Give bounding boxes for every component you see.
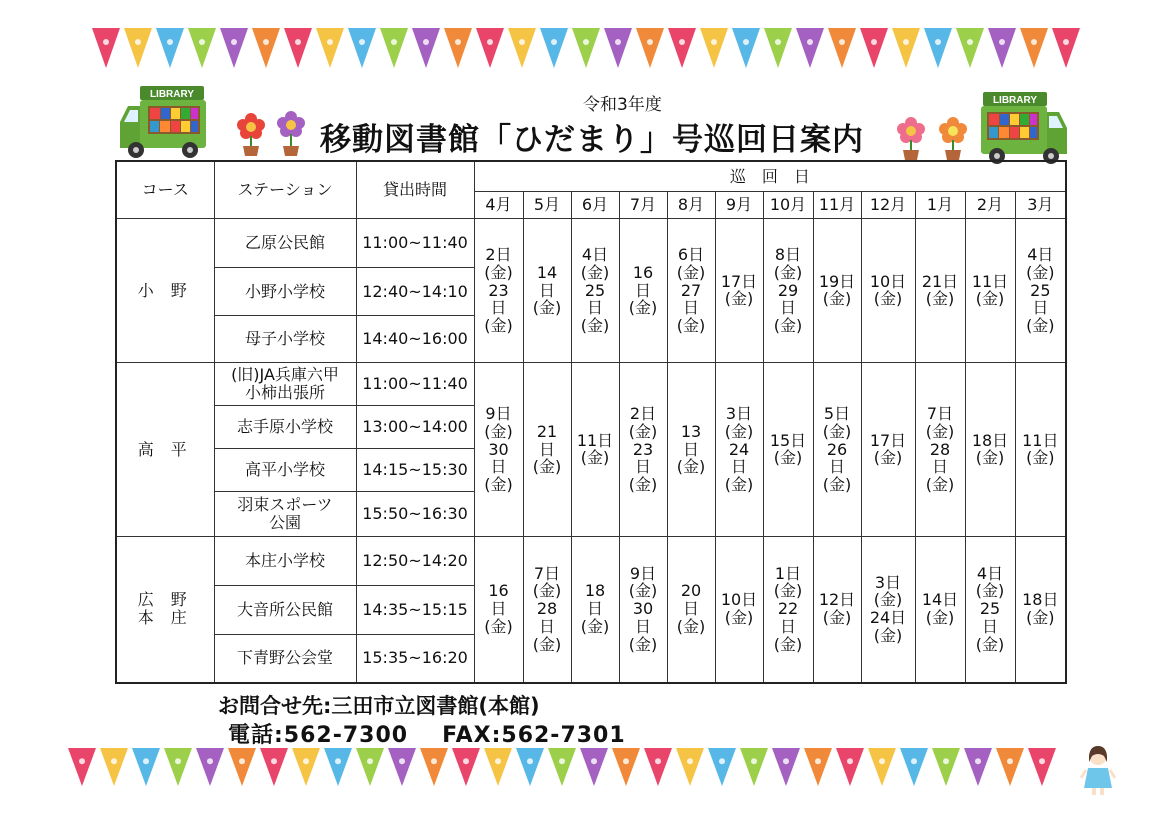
header-course: コース [116, 161, 214, 218]
bunting-flag [572, 28, 600, 68]
bunting-flag-dot [719, 758, 725, 764]
header-station: ステーション [214, 161, 356, 218]
bunting-flag [796, 28, 824, 68]
lending-time: 13:00~14:00 [356, 406, 474, 449]
bunting-flag [764, 28, 792, 68]
visit-day-cell: 2日 (金) 23 日 (金) [474, 218, 523, 363]
bunting-flag-dot [263, 39, 269, 45]
truck-sign-right: LIBRARY [992, 95, 1038, 106]
bunting-flag [412, 28, 440, 68]
bunting-flag-dot [679, 39, 685, 45]
bunting-flag-dot [207, 758, 213, 764]
bunting-flag [220, 28, 248, 68]
lending-time: 15:50~16:30 [356, 491, 474, 536]
bunting-flag [284, 28, 312, 68]
bunting-flag-dot [519, 39, 525, 45]
bunting-flag-dot [807, 39, 813, 45]
course-name: 高 平 [116, 363, 214, 536]
library-truck-left-icon [118, 84, 213, 164]
bunting-flag [1020, 28, 1048, 68]
bunting-flag [68, 748, 96, 786]
contact-heading: お問合せ先:三田市立図書館(本館) [218, 694, 540, 718]
bunting-flag [452, 748, 480, 786]
bunting-flag-dot [583, 39, 589, 45]
bunting-flag-dot [79, 758, 85, 764]
bunting-flag-dot [743, 39, 749, 45]
visit-day-cell: 21日 (金) [915, 218, 965, 363]
library-truck-right-icon [975, 90, 1070, 170]
bunting-flag [932, 748, 960, 786]
bottom-bunting [0, 744, 1168, 796]
bunting-flag [476, 28, 504, 68]
bunting-flag [740, 748, 768, 786]
visit-day-cell: 4日 (金) 25 日 (金) [571, 218, 619, 363]
bunting-flag [924, 28, 952, 68]
bunting-flag [868, 748, 896, 786]
bunting-flag-dot [367, 758, 373, 764]
bunting-flag [260, 748, 288, 786]
month-header: 11月 [813, 192, 861, 219]
bunting-flag-dot [1063, 39, 1069, 45]
bunting-flag-dot [783, 758, 789, 764]
bunting-flag-dot [815, 758, 821, 764]
bunting-flag-dot [903, 39, 909, 45]
bunting-flag-dot [175, 758, 181, 764]
visit-day-cell: 13 日 (金) [667, 363, 715, 536]
flower-purple-icon [276, 110, 306, 160]
lending-time: 14:15~15:30 [356, 448, 474, 491]
phone-number: 電話:562-7300 [228, 723, 409, 748]
bunting-flag-dot [975, 758, 981, 764]
table-row [116, 363, 1066, 406]
bunting-flag [196, 748, 224, 786]
visit-day-cell: 6日 (金) 27 日 (金) [667, 218, 715, 363]
fax-number: FAX:562-7301 [442, 723, 626, 748]
station-name: 下青野公会堂 [214, 634, 356, 683]
visit-day-cell: 21 日 (金) [523, 363, 571, 536]
bunting-flag-dot [871, 39, 877, 45]
bunting-flag [1052, 28, 1080, 68]
lending-time: 12:40~14:10 [356, 267, 474, 316]
bunting-decoration-bottom [0, 744, 1168, 796]
flower-red-icon [236, 112, 266, 160]
lending-time: 14:35~15:15 [356, 585, 474, 634]
visit-day-cell: 4日 (金) 25 日 (金) [1015, 218, 1066, 363]
station-name: 高平小学校 [214, 448, 356, 491]
lending-time: 15:35~16:20 [356, 634, 474, 683]
table-row [116, 536, 1066, 585]
bunting-flag-dot [911, 758, 917, 764]
bunting-flag-dot [199, 39, 205, 45]
bunting-flag-dot [839, 39, 845, 45]
flower-orange-icon [938, 116, 968, 164]
visit-day-cell: 8日 (金) 29 日 (金) [763, 218, 813, 363]
bunting-flag [612, 748, 640, 786]
visit-day-cell: 2日 (金) 23 日 (金) [619, 363, 667, 536]
month-header: 2月 [965, 192, 1015, 219]
bunting-flag [292, 748, 320, 786]
bunting-flag [644, 748, 672, 786]
bunting-flag-dot [359, 39, 365, 45]
bunting-flag [324, 748, 352, 786]
bunting-flag [92, 28, 120, 68]
bunting-flag [316, 28, 344, 68]
bunting-flag-dot [103, 39, 109, 45]
station-name: 本庄小学校 [214, 536, 356, 585]
visit-day-cell: 18日 (金) [1015, 536, 1066, 683]
month-header: 8月 [667, 192, 715, 219]
bunting-flag [668, 28, 696, 68]
visit-day-cell: 9日 (金) 30 日 (金) [474, 363, 523, 536]
bunting-flag-dot [455, 39, 461, 45]
bunting-flag [892, 28, 920, 68]
visit-day-cell: 1日 (金) 22 日 (金) [763, 536, 813, 683]
bunting-flag [900, 748, 928, 786]
bunting-flag-dot [655, 758, 661, 764]
bunting-flag-dot [327, 39, 333, 45]
lending-time: 11:00~11:40 [356, 363, 474, 406]
bunting-flag [540, 28, 568, 68]
bunting-flag-dot [295, 39, 301, 45]
flower-pink-icon [896, 116, 926, 164]
visit-day-cell: 7日 (金) 28 日 (金) [915, 363, 965, 536]
course-name: 広 野 本 庄 [116, 536, 214, 683]
bunting-flag [732, 28, 760, 68]
bunting-flag [836, 748, 864, 786]
station-name: 小野小学校 [214, 267, 356, 316]
bunting-flag [828, 28, 856, 68]
station-name: (旧)JA兵庫六甲 小柿出張所 [214, 363, 356, 406]
page-title: 移動図書館「ひだまり」号巡回日案内 [320, 122, 864, 158]
visit-day-cell: 14日 (金) [915, 536, 965, 683]
bunting-flag-dot [711, 39, 717, 45]
bunting-flag-dot [879, 758, 885, 764]
truck-sign-left: LIBRARY [149, 89, 195, 100]
bunting-flag [444, 28, 472, 68]
bunting-flag [516, 748, 544, 786]
bunting-flag-dot [615, 39, 621, 45]
bunting-flag [228, 748, 256, 786]
table-row [116, 218, 1066, 267]
bunting-flag [580, 748, 608, 786]
bunting-flag [420, 748, 448, 786]
lending-time: 11:00~11:40 [356, 218, 474, 267]
visit-day-cell: 16 日 (金) [619, 218, 667, 363]
bunting-flag-dot [391, 39, 397, 45]
bunting-flag-dot [527, 758, 533, 764]
bunting-flag-dot [423, 39, 429, 45]
visit-day-cell: 12日 (金) [813, 536, 861, 683]
visit-day-cell: 11日 (金) [1015, 363, 1066, 536]
station-name: 乙原公民館 [214, 218, 356, 267]
station-name: 羽束スポーツ 公園 [214, 491, 356, 536]
header-visit-days: 巡 回 日 [474, 161, 1066, 192]
bunting-flag-dot [167, 39, 173, 45]
station-name: 大音所公民館 [214, 585, 356, 634]
bunting-flag [988, 28, 1016, 68]
bunting-flag [604, 28, 632, 68]
bunting-flag-dot [1031, 39, 1037, 45]
bunting-flag-dot [775, 39, 781, 45]
visit-day-cell: 17日 (金) [861, 363, 915, 536]
bunting-flag [636, 28, 664, 68]
course-name: 小 野 [116, 218, 214, 363]
station-name: 志手原小学校 [214, 406, 356, 449]
bunting-flag [124, 28, 152, 68]
bunting-flag [252, 28, 280, 68]
bunting-flag-dot [335, 758, 341, 764]
bunting-flag [804, 748, 832, 786]
month-header: 6月 [571, 192, 619, 219]
visit-day-cell: 9日 (金) 30 日 (金) [619, 536, 667, 683]
bunting-flag-dot [463, 758, 469, 764]
bunting-flag-dot [135, 39, 141, 45]
girl-illustration-icon [1080, 744, 1116, 800]
bunting-decoration-top [0, 22, 1168, 82]
header-lending-time: 貸出時間 [356, 161, 474, 218]
bunting-flag-dot [943, 758, 949, 764]
visit-day-cell: 18 日 (金) [571, 536, 619, 683]
bunting-flag-dot [967, 39, 973, 45]
bunting-flag [356, 748, 384, 786]
bunting-flag [1028, 748, 1056, 786]
bunting-flag-dot [935, 39, 941, 45]
visit-day-cell: 4日 (金) 25 日 (金) [965, 536, 1015, 683]
schedule-table [115, 160, 1067, 684]
bunting-flag [676, 748, 704, 786]
visit-day-cell: 5日 (金) 26 日 (金) [813, 363, 861, 536]
bunting-flag-dot [687, 758, 693, 764]
visit-day-cell: 10日 (金) [715, 536, 763, 683]
bunting-flag-dot [487, 39, 493, 45]
visit-day-cell: 3日 (金) 24 日 (金) [715, 363, 763, 536]
bunting-flag [964, 748, 992, 786]
lending-time: 12:50~14:20 [356, 536, 474, 585]
bunting-flag [348, 28, 376, 68]
bunting-flag [388, 748, 416, 786]
bunting-flag [700, 28, 728, 68]
bunting-flag-dot [231, 39, 237, 45]
bunting-flag [188, 28, 216, 68]
bunting-flag-dot [271, 758, 277, 764]
bunting-flag-dot [559, 758, 565, 764]
bunting-flag-dot [751, 758, 757, 764]
bunting-flag [548, 748, 576, 786]
visit-day-cell: 11日 (金) [571, 363, 619, 536]
bunting-flag [956, 28, 984, 68]
visit-day-cell: 7日 (金) 28 日 (金) [523, 536, 571, 683]
month-header: 7月 [619, 192, 667, 219]
station-name: 母子小学校 [214, 316, 356, 363]
bunting-flag-dot [495, 758, 501, 764]
visit-day-cell: 11日 (金) [965, 218, 1015, 363]
top-bunting [0, 22, 1168, 82]
bunting-flag-dot [551, 39, 557, 45]
month-header: 12月 [861, 192, 915, 219]
month-header: 3月 [1015, 192, 1066, 219]
visit-day-cell: 10日 (金) [861, 218, 915, 363]
bunting-flag-dot [399, 758, 405, 764]
bunting-flag-dot [303, 758, 309, 764]
bunting-flag-dot [623, 758, 629, 764]
bunting-flag-dot [847, 758, 853, 764]
visit-day-cell: 15日 (金) [763, 363, 813, 536]
bunting-flag-dot [1039, 758, 1045, 764]
bunting-flag-dot [591, 758, 597, 764]
visit-day-cell: 14 日 (金) [523, 218, 571, 363]
visit-day-cell: 20 日 (金) [667, 536, 715, 683]
bunting-flag-dot [1007, 758, 1013, 764]
month-header: 5月 [523, 192, 571, 219]
bunting-flag [132, 748, 160, 786]
visit-day-cell: 18日 (金) [965, 363, 1015, 536]
month-header: 9月 [715, 192, 763, 219]
bunting-flag-dot [239, 758, 245, 764]
month-header: 10月 [763, 192, 813, 219]
bunting-flag-dot [431, 758, 437, 764]
bunting-flag [484, 748, 512, 786]
visit-day-cell: 16 日 (金) [474, 536, 523, 683]
month-header: 1月 [915, 192, 965, 219]
lending-time: 14:40~16:00 [356, 316, 474, 363]
bunting-flag [164, 748, 192, 786]
fiscal-year-label: 令和3年度 [583, 95, 662, 115]
bunting-flag [708, 748, 736, 786]
bunting-flag-dot [111, 758, 117, 764]
visit-day-cell: 3日 (金) 24日 (金) [861, 536, 915, 683]
bunting-flag [100, 748, 128, 786]
bunting-flag [860, 28, 888, 68]
bunting-flag [996, 748, 1024, 786]
bunting-flag [508, 28, 536, 68]
bunting-flag [156, 28, 184, 68]
bunting-flag [380, 28, 408, 68]
bunting-flag [772, 748, 800, 786]
visit-day-cell: 17日 (金) [715, 218, 763, 363]
bunting-flag-dot [143, 758, 149, 764]
month-header: 4月 [474, 192, 523, 219]
bunting-flag-dot [647, 39, 653, 45]
visit-day-cell: 19日 (金) [813, 218, 861, 363]
bunting-flag-dot [999, 39, 1005, 45]
